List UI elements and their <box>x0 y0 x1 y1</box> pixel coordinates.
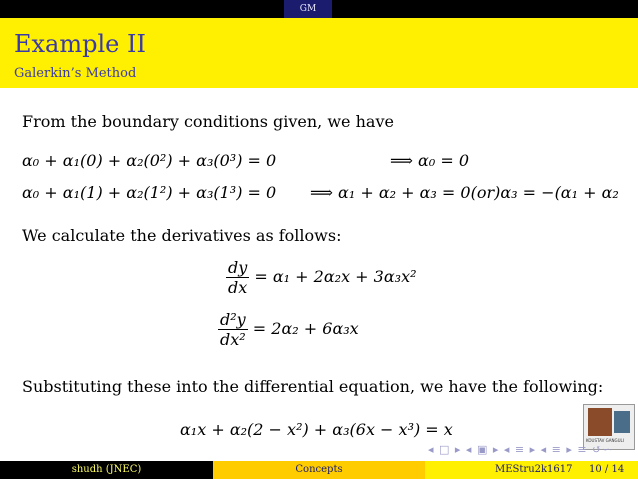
text-line-3: Substituting these into the differential equation, we have the following: <box>22 377 604 396</box>
top-bar <box>0 0 638 18</box>
text-line-1: From the boundary conditions given, we have <box>22 112 394 131</box>
frac-den-2: dx² <box>220 330 246 349</box>
logo-figure-icon <box>588 408 612 436</box>
beamer-navigation-icons[interactable]: ◂ □ ▸ ◂ ▣ ▸ ◂ ≡ ▸ ◂ ≡ ▸ ≡ ↺∽ <box>428 443 613 456</box>
footer-course: MEStru2k1617 <box>495 464 573 475</box>
footer-right <box>425 461 638 479</box>
text-line-2: We calculate the derivatives as follows: <box>22 226 342 245</box>
fraction-dy-dx <box>226 258 249 297</box>
footer-author: shudh (JNEC) <box>0 461 213 479</box>
eq-bc2-right: ⟹ α₁ + α₂ + α₃ = 0(or)α₃ = −(α₁ + α₂ <box>310 183 619 202</box>
eq-bc2-left: α₀ + α₁(1) + α₂(1²) + α₃(1³) = 0 <box>22 183 277 202</box>
eq-bc1-left: α₀ + α₁(0) + α₂(0²) + α₃(0³) = 0 <box>22 151 277 170</box>
eq-derivative-2-rhs: = 2α₂ + 6α₃x <box>252 319 359 338</box>
frac-num-2: d²y <box>220 310 246 329</box>
frac-den-1: dx <box>228 278 248 297</box>
footer <box>0 461 638 479</box>
fraction-d2y-dx2 <box>218 310 248 349</box>
eq-bc1-right: ⟹ α₀ = 0 <box>390 151 469 170</box>
logo-caption: KOUSTAV GANGULI <box>586 438 624 443</box>
header-tab[interactable]: GM <box>284 0 332 18</box>
frame-title: Example II <box>14 30 146 58</box>
title-bar <box>0 18 638 88</box>
eq-derivative-1-rhs: = α₁ + 2α₂x + 3α₃x² <box>254 267 417 286</box>
footer-section: Concepts <box>213 461 425 479</box>
eq-derivative-1 <box>226 258 417 297</box>
frame-subtitle: Galerkin’s Method <box>14 66 137 81</box>
footer-page-number: 10 / 14 <box>589 464 625 475</box>
logo-figure-2-icon <box>614 411 630 433</box>
frac-num-1: dy <box>228 258 248 277</box>
eq-final: α₁x + α₂(2 − x²) + α₃(6x − x³) = x <box>180 420 453 439</box>
eq-derivative-2 <box>218 310 359 349</box>
